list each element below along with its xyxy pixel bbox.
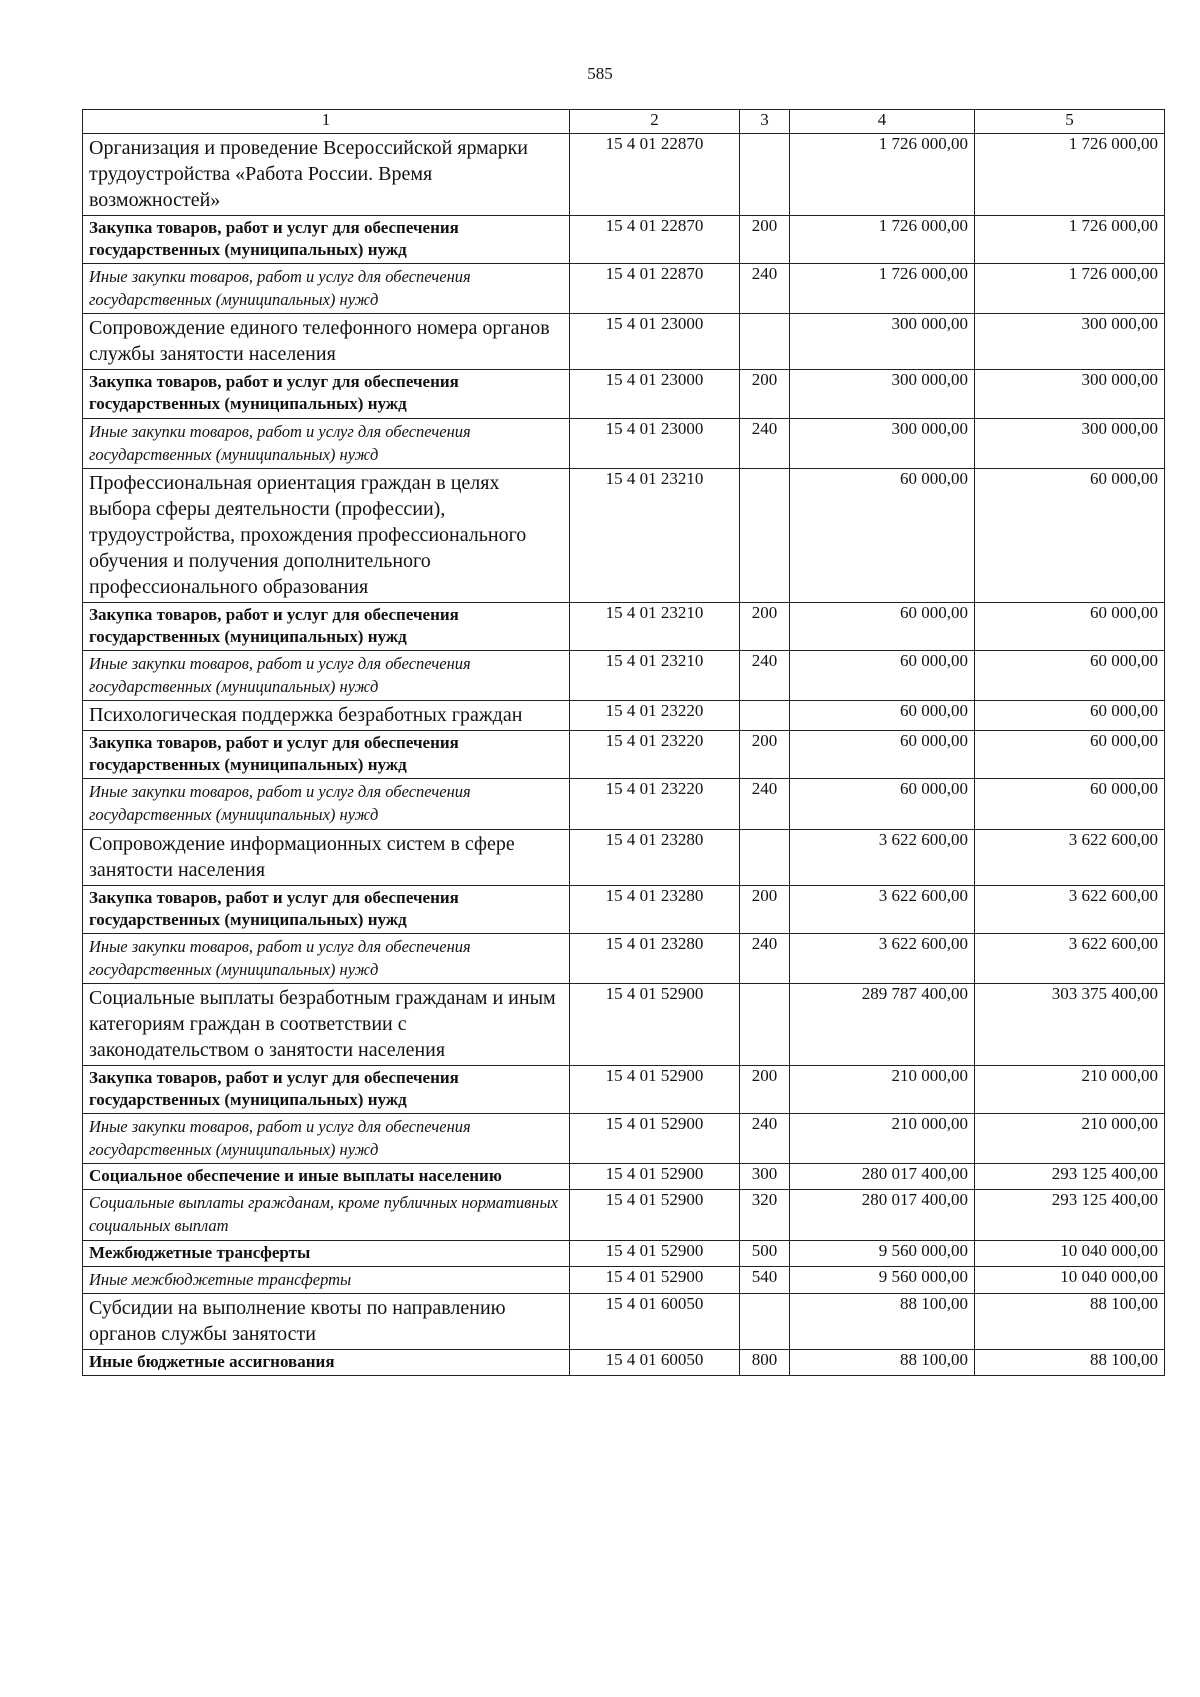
row-code: 15 4 01 52900 — [570, 1065, 740, 1113]
row-amount-year-2: 300 000,00 — [975, 418, 1165, 468]
row-expense-type — [740, 701, 790, 731]
row-code: 15 4 01 52900 — [570, 1266, 740, 1293]
row-amount-year-1: 60 000,00 — [790, 602, 975, 650]
row-code: 15 4 01 22870 — [570, 264, 740, 314]
row-code: 15 4 01 23210 — [570, 650, 740, 700]
row-amount-year-1: 300 000,00 — [790, 314, 975, 370]
row-name: Иные закупки товаров, работ и услуг для обеспечения государственных (муниципальных) нужд — [83, 418, 570, 468]
row-name: Социальные выплаты гражданам, кроме публичных нормативных социальных выплат — [83, 1190, 570, 1240]
row-code: 15 4 01 52900 — [570, 1240, 740, 1266]
page-number: 585 — [587, 64, 613, 83]
row-amount-year-2: 60 000,00 — [975, 731, 1165, 779]
row-amount-year-1: 9 560 000,00 — [790, 1266, 975, 1293]
row-name: Иные закупки товаров, работ и услуг для обеспечения государственных (муниципальных) нужд — [83, 933, 570, 983]
row-expense-type: 200 — [740, 1065, 790, 1113]
row-name: Закупка товаров, работ и услуг для обеспечения государственных (муниципальных) нужд — [83, 370, 570, 418]
row-amount-year-1: 88 100,00 — [790, 1293, 975, 1349]
row-amount-year-1: 280 017 400,00 — [790, 1190, 975, 1240]
row-name: Иные закупки товаров, работ и услуг для обеспечения государственных (муниципальных) нужд — [83, 650, 570, 700]
row-name: Иные межбюджетные трансферты — [83, 1266, 570, 1293]
row-code: 15 4 01 23280 — [570, 885, 740, 933]
row-amount-year-1: 1 726 000,00 — [790, 264, 975, 314]
row-expense-type: 300 — [740, 1164, 790, 1190]
row-amount-year-1: 300 000,00 — [790, 418, 975, 468]
row-name: Иные бюджетные ассигнования — [83, 1349, 570, 1375]
row-expense-type: 240 — [740, 650, 790, 700]
table-row — [83, 885, 1165, 933]
row-amount-year-1: 60 000,00 — [790, 731, 975, 779]
header-col-3: 3 — [740, 110, 790, 134]
row-code: 15 4 01 23220 — [570, 701, 740, 731]
row-expense-type: 240 — [740, 264, 790, 314]
row-amount-year-1: 3 622 600,00 — [790, 933, 975, 983]
row-code: 15 4 01 23000 — [570, 370, 740, 418]
row-name: Закупка товаров, работ и услуг для обеспечения государственных (муниципальных) нужд — [83, 216, 570, 264]
header-col-2: 2 — [570, 110, 740, 134]
row-amount-year-2: 1 726 000,00 — [975, 216, 1165, 264]
row-amount-year-2: 210 000,00 — [975, 1114, 1165, 1164]
row-amount-year-2: 88 100,00 — [975, 1293, 1165, 1349]
row-amount-year-1: 1 726 000,00 — [790, 216, 975, 264]
budget-table-body — [83, 110, 1165, 1376]
table-row — [83, 1349, 1165, 1375]
row-amount-year-1: 1 726 000,00 — [790, 134, 975, 216]
row-name: Закупка товаров, работ и услуг для обеспечения государственных (муниципальных) нужд — [83, 731, 570, 779]
row-amount-year-1: 3 622 600,00 — [790, 885, 975, 933]
table-row — [83, 602, 1165, 650]
table-row — [83, 731, 1165, 779]
row-expense-type: 240 — [740, 418, 790, 468]
row-amount-year-1: 60 000,00 — [790, 701, 975, 731]
table-row — [83, 1065, 1165, 1113]
row-amount-year-2: 293 125 400,00 — [975, 1164, 1165, 1190]
table-row — [83, 314, 1165, 370]
row-amount-year-2: 60 000,00 — [975, 602, 1165, 650]
table-row — [83, 779, 1165, 829]
row-amount-year-2: 1 726 000,00 — [975, 134, 1165, 216]
row-expense-type: 540 — [740, 1266, 790, 1293]
row-code: 15 4 01 23210 — [570, 468, 740, 602]
row-amount-year-2: 3 622 600,00 — [975, 829, 1165, 885]
row-amount-year-1: 210 000,00 — [790, 1114, 975, 1164]
row-amount-year-2: 60 000,00 — [975, 650, 1165, 700]
row-amount-year-2: 88 100,00 — [975, 1349, 1165, 1375]
row-expense-type: 200 — [740, 885, 790, 933]
table-row — [83, 370, 1165, 418]
row-amount-year-2: 10 040 000,00 — [975, 1266, 1165, 1293]
row-amount-year-1: 60 000,00 — [790, 650, 975, 700]
row-code: 15 4 01 60050 — [570, 1349, 740, 1375]
row-name: Иные закупки товаров, работ и услуг для обеспечения государственных (муниципальных) нужд — [83, 779, 570, 829]
row-name: Социальные выплаты безработным гражданам и иным категориям граждан в соответствии с законодательством о занятости населения — [83, 983, 570, 1065]
row-amount-year-1: 3 622 600,00 — [790, 829, 975, 885]
table-row — [83, 933, 1165, 983]
row-expense-type — [740, 468, 790, 602]
table-row — [83, 650, 1165, 700]
row-amount-year-2: 1 726 000,00 — [975, 264, 1165, 314]
budget-table — [82, 109, 1165, 1376]
row-code: 15 4 01 52900 — [570, 1190, 740, 1240]
row-code: 15 4 01 23210 — [570, 602, 740, 650]
row-name: Межбюджетные трансферты — [83, 1240, 570, 1266]
table-row — [83, 829, 1165, 885]
row-name: Социальное обеспечение и иные выплаты населению — [83, 1164, 570, 1190]
row-code: 15 4 01 22870 — [570, 216, 740, 264]
row-amount-year-2: 60 000,00 — [975, 468, 1165, 602]
row-name: Организация и проведение Всероссийской ярмарки трудоустройства «Работа России. Время возможностей» — [83, 134, 570, 216]
row-amount-year-2: 3 622 600,00 — [975, 933, 1165, 983]
row-amount-year-2: 300 000,00 — [975, 314, 1165, 370]
row-expense-type — [740, 983, 790, 1065]
row-name: Сопровождение единого телефонного номера органов службы занятости населения — [83, 314, 570, 370]
table-row — [83, 701, 1165, 731]
row-code: 15 4 01 23220 — [570, 779, 740, 829]
row-amount-year-2: 3 622 600,00 — [975, 885, 1165, 933]
row-code: 15 4 01 23280 — [570, 933, 740, 983]
row-amount-year-2: 293 125 400,00 — [975, 1190, 1165, 1240]
row-amount-year-2: 303 375 400,00 — [975, 983, 1165, 1065]
table-row — [83, 418, 1165, 468]
row-expense-type — [740, 314, 790, 370]
row-amount-year-2: 10 040 000,00 — [975, 1240, 1165, 1266]
row-amount-year-2: 210 000,00 — [975, 1065, 1165, 1113]
row-name: Субсидии на выполнение квоты по направлению органов службы занятости — [83, 1293, 570, 1349]
table-row — [83, 1240, 1165, 1266]
table-row — [83, 1293, 1165, 1349]
row-name: Профессиональная ориентация граждан в целях выбора сферы деятельности (профессии), трудоустройства, прохождения профессионального обучения и получения дополнительного профессионального образования — [83, 468, 570, 602]
row-expense-type: 200 — [740, 370, 790, 418]
row-code: 15 4 01 22870 — [570, 134, 740, 216]
table-row — [83, 216, 1165, 264]
row-code: 15 4 01 23280 — [570, 829, 740, 885]
row-amount-year-2: 60 000,00 — [975, 701, 1165, 731]
row-name: Закупка товаров, работ и услуг для обеспечения государственных (муниципальных) нужд — [83, 885, 570, 933]
row-amount-year-2: 60 000,00 — [975, 779, 1165, 829]
header-col-1: 1 — [83, 110, 570, 134]
row-amount-year-1: 289 787 400,00 — [790, 983, 975, 1065]
row-expense-type — [740, 134, 790, 216]
row-expense-type: 200 — [740, 216, 790, 264]
table-header-row — [83, 110, 1165, 134]
row-expense-type: 200 — [740, 731, 790, 779]
row-code: 15 4 01 23000 — [570, 314, 740, 370]
table-row — [83, 1190, 1165, 1240]
row-name: Закупка товаров, работ и услуг для обеспечения государственных (муниципальных) нужд — [83, 1065, 570, 1113]
row-expense-type: 240 — [740, 779, 790, 829]
row-amount-year-1: 300 000,00 — [790, 370, 975, 418]
row-expense-type: 240 — [740, 933, 790, 983]
table-row — [83, 134, 1165, 216]
table-row — [83, 264, 1165, 314]
table-row — [83, 1114, 1165, 1164]
row-expense-type — [740, 1293, 790, 1349]
row-name: Иные закупки товаров, работ и услуг для обеспечения государственных (муниципальных) нужд — [83, 1114, 570, 1164]
row-code: 15 4 01 23000 — [570, 418, 740, 468]
table-row — [83, 983, 1165, 1065]
row-code: 15 4 01 60050 — [570, 1293, 740, 1349]
table-row — [83, 468, 1165, 602]
row-amount-year-1: 88 100,00 — [790, 1349, 975, 1375]
table-row — [83, 1164, 1165, 1190]
row-code: 15 4 01 23220 — [570, 731, 740, 779]
row-expense-type: 500 — [740, 1240, 790, 1266]
header-col-4: 4 — [790, 110, 975, 134]
table-row — [83, 1266, 1165, 1293]
row-amount-year-1: 280 017 400,00 — [790, 1164, 975, 1190]
row-expense-type: 200 — [740, 602, 790, 650]
row-name: Иные закупки товаров, работ и услуг для обеспечения государственных (муниципальных) нужд — [83, 264, 570, 314]
row-expense-type — [740, 829, 790, 885]
row-code: 15 4 01 52900 — [570, 1114, 740, 1164]
row-expense-type: 320 — [740, 1190, 790, 1240]
row-amount-year-1: 210 000,00 — [790, 1065, 975, 1113]
row-amount-year-1: 60 000,00 — [790, 468, 975, 602]
header-col-5: 5 — [975, 110, 1165, 134]
row-amount-year-2: 300 000,00 — [975, 370, 1165, 418]
row-expense-type: 800 — [740, 1349, 790, 1375]
row-code: 15 4 01 52900 — [570, 983, 740, 1065]
row-code: 15 4 01 52900 — [570, 1164, 740, 1190]
row-amount-year-1: 9 560 000,00 — [790, 1240, 975, 1266]
row-name: Психологическая поддержка безработных граждан — [83, 701, 570, 731]
row-name: Закупка товаров, работ и услуг для обеспечения государственных (муниципальных) нужд — [83, 602, 570, 650]
row-expense-type: 240 — [740, 1114, 790, 1164]
row-name: Сопровождение информационных систем в сфере занятости населения — [83, 829, 570, 885]
row-amount-year-1: 60 000,00 — [790, 779, 975, 829]
